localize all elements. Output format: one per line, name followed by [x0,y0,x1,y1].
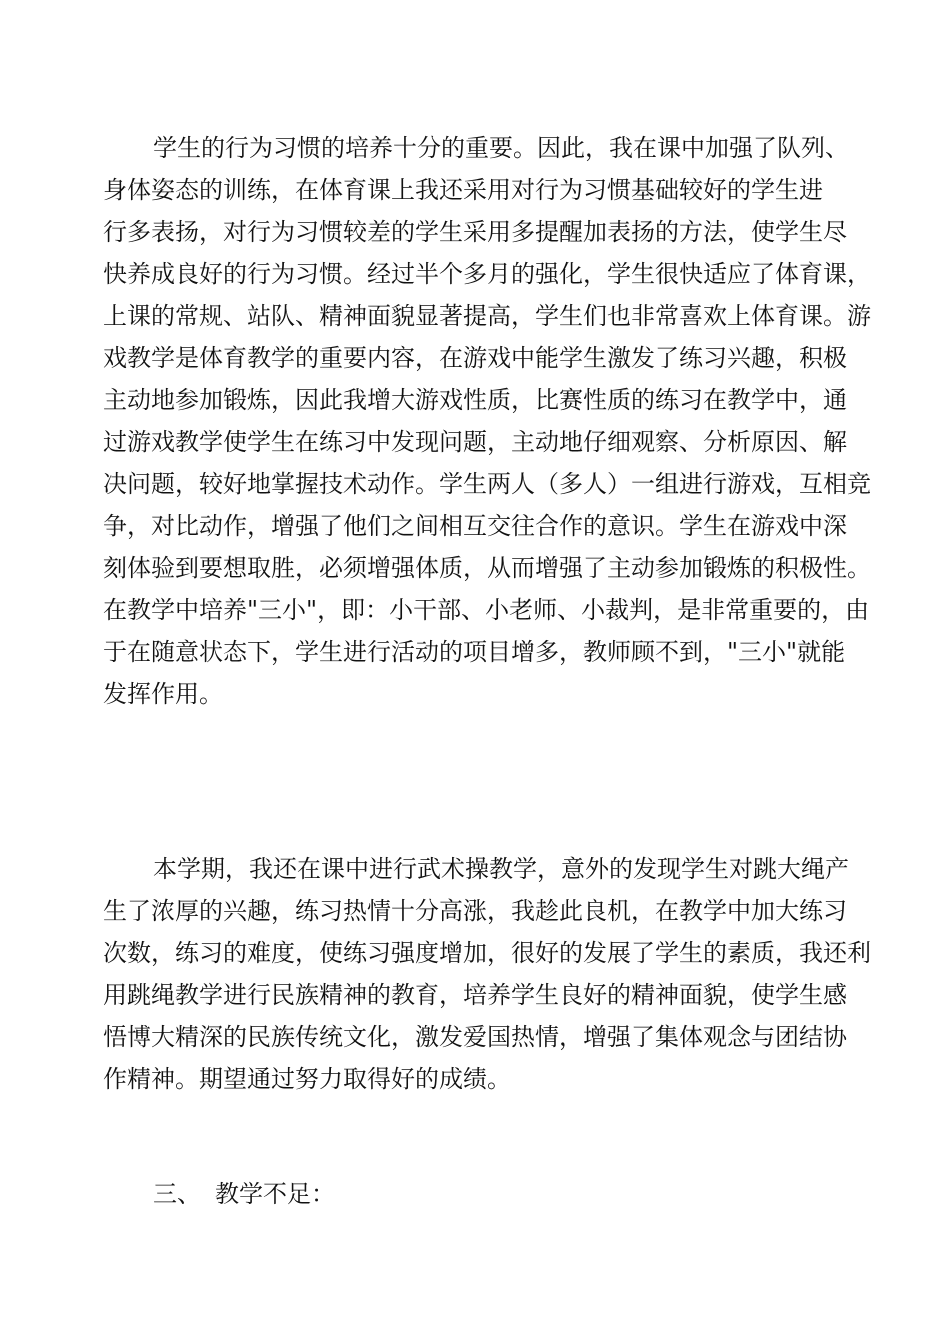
text-line: 争，对比动作，增强了他们之间相互交往合作的意识。学生在游戏中深 [103,512,847,540]
text-line: 次数，练习的难度，使练习强度增加，很好的发展了学生的素质，我还利 [103,939,871,967]
text-line: 于在随意状态下，学生进行活动的项目增多，教师顾不到，"三小"就能 [103,638,846,666]
text-line: 发挥作用。 [103,680,223,708]
text-line: 学生的行为习惯的培养十分的重要。因此，我在课中加强了队列、 [153,134,849,162]
section-title: 教学不足： [215,1180,335,1208]
text-line: 决问题，较好地掌握技术动作。学生两人（多人）一组进行游戏，互相竞 [103,470,871,498]
text-line: 生了浓厚的兴趣，练习热情十分高涨，我趁此良机，在教学中加大练习 [103,897,847,925]
text-line: 刻体验到要想取胜，必须增强体质，从而增强了主动参加锻炼的积极性。 [103,554,871,582]
text-line: 主动地参加锻炼，因此我增大游戏性质，比赛性质的练习在教学中，通 [103,386,847,414]
text-line: 用跳绳教学进行民族精神的教育，培养学生良好的精神面貌，使学生感 [103,981,847,1009]
text-line: 上课的常规、站队、精神面貌显著提高，学生们也非常喜欢上体育课。游 [103,302,871,330]
text-line: 作精神。期望通过努力取得好的成绩。 [103,1065,511,1093]
text-line: 悟博大精深的民族传统文化，激发爱国热情，增强了集体观念与团结协 [103,1023,847,1051]
text-line: 本学期，我还在课中进行武术操教学，意外的发现学生对跳大绳产 [153,855,849,883]
paragraph-behavior-habits [103,127,903,715]
paragraph-martial-arts [103,848,903,1100]
section-heading [153,1173,335,1215]
text-line: 戏教学是体育教学的重要内容，在游戏中能学生激发了练习兴趣，积极 [103,344,847,372]
text-line: 身体姿态的训练，在体育课上我还采用对行为习惯基础较好的学生进 [103,176,823,204]
text-line: 过游戏教学使学生在练习中发现问题，主动地仔细观察、分析原因、解 [103,428,847,456]
text-line: 行多表扬，对行为习惯较差的学生采用多提醒加表扬的方法，使学生尽 [103,218,847,246]
text-line: 在教学中培养"三小"，即：小干部、小老师、小裁判，是非常重要的，由 [103,596,870,624]
section-number: 三、 [153,1180,201,1208]
text-line: 快养成良好的行为习惯。经过半个多月的强化，学生很快适应了体育课， [103,260,871,288]
